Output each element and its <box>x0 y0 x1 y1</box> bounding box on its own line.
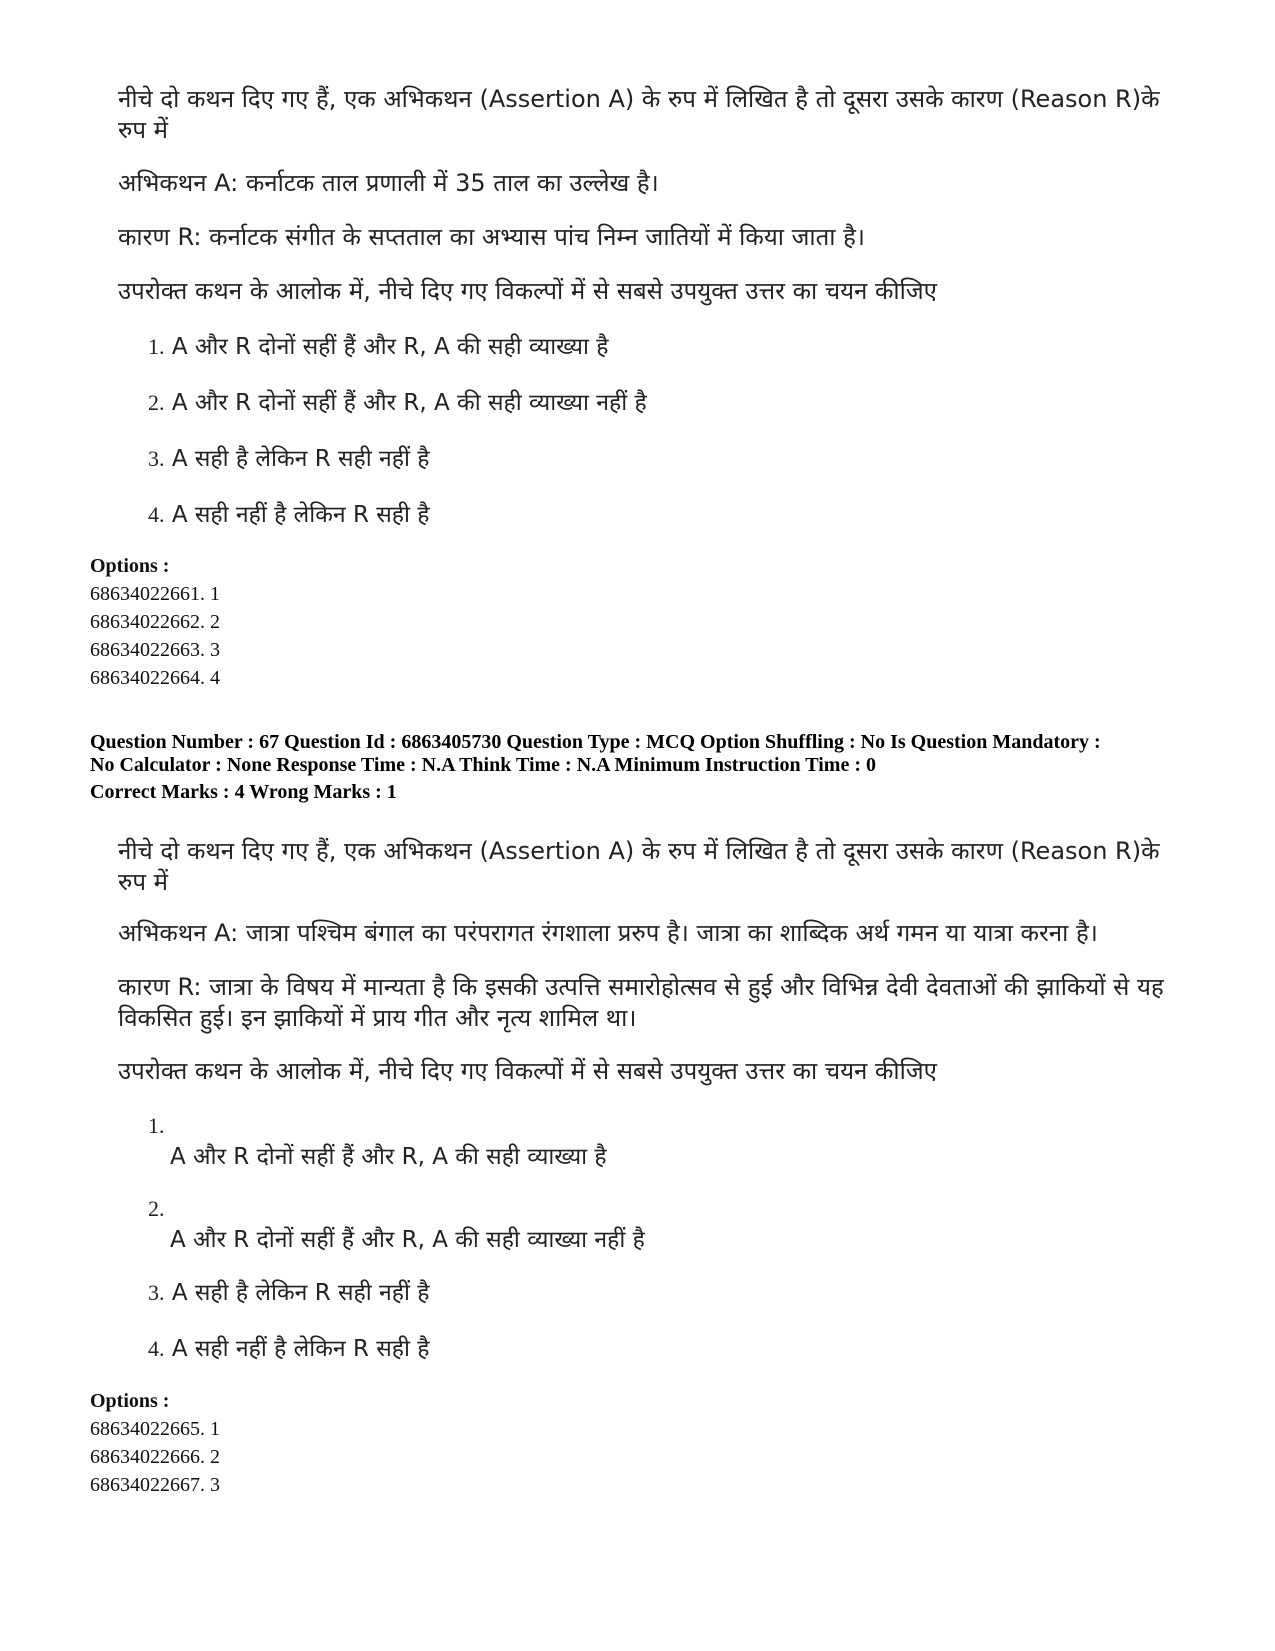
q2-options-label: Options : <box>90 1390 170 1412</box>
q2-header-line1: Question Number : 67 Question Id : 6863405730 Question Type : MCQ Option Shuffling : No Is Question Mandatory : <box>90 731 1101 753</box>
q2-instruction: उपरोक्त कथन के आलोक में, नीचे दिए गए विकल्पों में से सबसे उपयुक्त उत्तर का चयन कीजिए <box>118 1057 937 1085</box>
q1-choice-2: 2. A और R दोनों सहीं हैं और R, A की सही व्याख्या नहीं है <box>148 390 647 416</box>
q1-option-4: 68634022664. 4 <box>90 667 220 689</box>
q2-intro: नीचे दो कथन दिए गए हैं, एक अभिकथन (Assertion A) के रुप में लिखित है तो दूसरा उसके कारण (Reason R)के रुप में <box>118 837 1160 896</box>
q2-header-line2: No Calculator : None Response Time : N.A Think Time : N.A Minimum Instruction Time : 0 <box>90 754 876 776</box>
q2-option-3: 68634022667. 3 <box>90 1474 220 1496</box>
q1-instruction: उपरोक्त कथन के आलोक में, नीचे दिए गए विकल्पों में से सबसे उपयुक्त उत्तर का चयन कीजिए <box>118 277 937 305</box>
q1-intro: नीचे दो कथन दिए गए हैं, एक अभिकथन (Assertion A) के रुप में लिखित है तो दूसरा उसके कारण (Reason R)के रुप में <box>118 85 1160 144</box>
q2-option-1: 68634022665. 1 <box>90 1418 220 1440</box>
q1-options-label: Options : <box>90 555 170 577</box>
q2-choice-1: 1. A और R दोनों सहीं हैं और R, A की सही व्याख्या है <box>148 1113 607 1170</box>
q1-choice-3: 3. A सही है लेकिन R सही नहीं है <box>148 446 430 472</box>
q1-choice-1: 1. A और R दोनों सहीं हैं और R, A की सही व्याख्या है <box>148 334 609 360</box>
q1-option-3: 68634022663. 3 <box>90 639 220 661</box>
q1-choice-4: 4. A सही नहीं है लेकिन R सही है <box>148 502 430 528</box>
q2-choice-2: 2. A और R दोनों सहीं हैं और R, A की सही व्याख्या नहीं है <box>148 1196 645 1253</box>
q2-assertion: अभिकथन A: जात्रा पश्चिम बंगाल का परंपरागत रंगशाला प्ररुप है। जात्रा का शाब्दिक अर्थ गमन या यात्रा करना है। <box>118 919 1098 947</box>
q1-assertion: अभिकथन A: कर्नाटक ताल प्रणाली में 35 ताल का उल्लेख है। <box>118 169 659 197</box>
q2-option-2: 68634022666. 2 <box>90 1446 220 1468</box>
q1-reason: कारण R: कर्नाटक संगीत के सप्तताल का अभ्यास पांच निम्न जातियों में किया जाता है। <box>118 223 865 251</box>
q1-option-1: 68634022661. 1 <box>90 583 220 605</box>
q2-choice-3: 3. A सही है लेकिन R सही नहीं है <box>148 1280 430 1306</box>
q2-marks: Correct Marks : 4 Wrong Marks : 1 <box>90 781 397 803</box>
q2-reason: कारण R: जात्रा के विषय में मान्यता है कि इसकी उत्पत्ति समारोहोत्सव से हुई और विभिन्न देवी देवताओं की झाकियों से यह विकसित हुई। इन झाकियों में प्राय गीत और नृत्य शामिल था। <box>118 973 1164 1032</box>
q2-choice-4: 4. A सही नहीं है लेकिन R सही है <box>148 1336 430 1362</box>
q1-option-2: 68634022662. 2 <box>90 611 220 633</box>
